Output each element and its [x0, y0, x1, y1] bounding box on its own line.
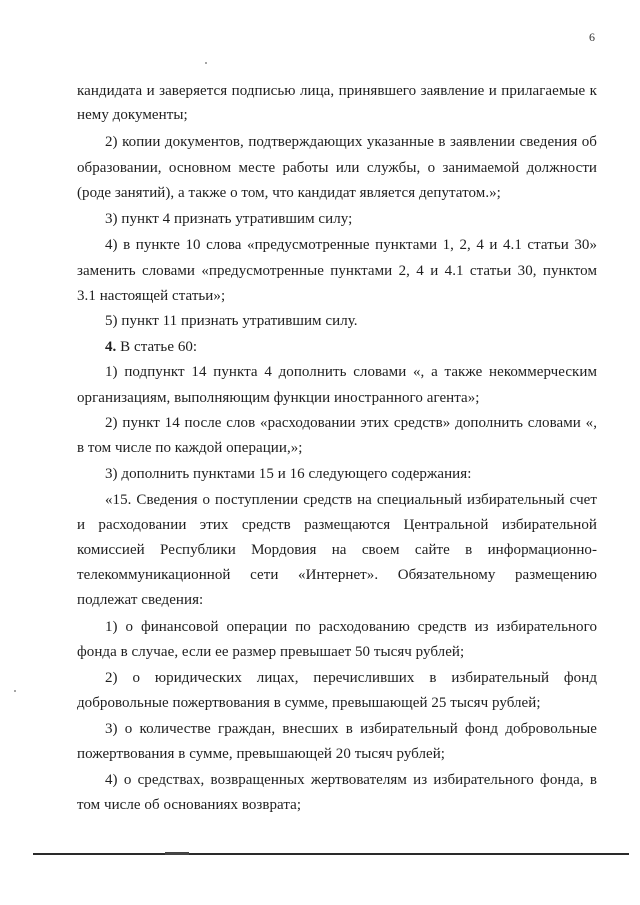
text-line: 3) о количестве граждан, внесших в избирательный фонд добровольные [105, 721, 597, 737]
text-line: том числе об основаниях возврата; [77, 797, 302, 813]
text-line: 4) о средствах, возвращенных жертвователям из избирательного фонда, в [105, 772, 597, 788]
text-line: телекоммуникационной сети «Интернет». Обязательному размещению [77, 567, 597, 583]
text-line: фонда в случае, если ее размер превышает 50 тысяч рублей; [77, 644, 465, 660]
text-line: 1) о финансовой операции по расходованию средств из избирательного [105, 619, 597, 635]
section-heading [105, 338, 197, 356]
text-line: образовании, основном месте работы или службы, о занимаемой должности [77, 160, 597, 176]
text-line: нему документы; [77, 107, 188, 123]
text-line: 2) о юридических лицах, перечисливших в избирательный фонд [105, 670, 597, 686]
text-line: 1) подпункт 14 пункта 4 дополнить словами «, а также некоммерческим [105, 364, 597, 380]
text-line: 3.1 настоящей статьи»; [77, 288, 226, 304]
text-line: и расходовании этих средств размещаются Центральной избирательной [77, 517, 597, 533]
text-line: 3) пункт 4 признать утратившим силу; [105, 211, 353, 227]
section-number: 4. [105, 339, 117, 355]
text-line: (роде занятий), а также о том, что кандидат является депутатом.»; [77, 185, 501, 201]
text-line: добровольные пожертвования в сумме, превышающей 25 тысяч рублей; [77, 695, 541, 711]
text-line: подлежат сведения: [77, 592, 204, 608]
text-line: 3) дополнить пунктами 15 и 16 следующего содержания: [105, 466, 472, 482]
text-line: кандидата и заверяется подписью лица, принявшего заявление и прилагаемые к [77, 83, 597, 99]
text-line: 4) в пункте 10 слова «предусмотренные пунктами 1, 2, 4 и 4.1 статьи 30» [105, 237, 597, 253]
text-line: 5) пункт 11 признать утратившим силу. [105, 313, 358, 329]
scan-mark [165, 852, 189, 855]
text-line: в том числе по каждой операции,»; [77, 440, 303, 456]
page-number: 6 [589, 30, 595, 44]
text-line: заменить словами «предусмотренные пунктами 2, 4 и 4.1 статьи 30, пунктом [77, 263, 597, 279]
section-heading-text: В статье 60: [116, 339, 198, 355]
text-line: комиссией Республики Мордовия на своем сайте в информационно- [77, 542, 597, 558]
text-line: «15. Сведения о поступлении средств на специальный избирательный счет [105, 492, 597, 508]
text-line: 2) пункт 14 после слов «расходовании этих средств» дополнить словами «, [105, 415, 597, 431]
text-line: организациям, выполняющим функции иностранного агента»; [77, 390, 480, 406]
bottom-rule [33, 853, 629, 855]
text-line: пожертвования в сумме, превышающей 20 тысяч рублей; [77, 746, 446, 762]
text-line: 2) копии документов, подтверждающих указанные в заявлении сведения об [105, 134, 597, 150]
